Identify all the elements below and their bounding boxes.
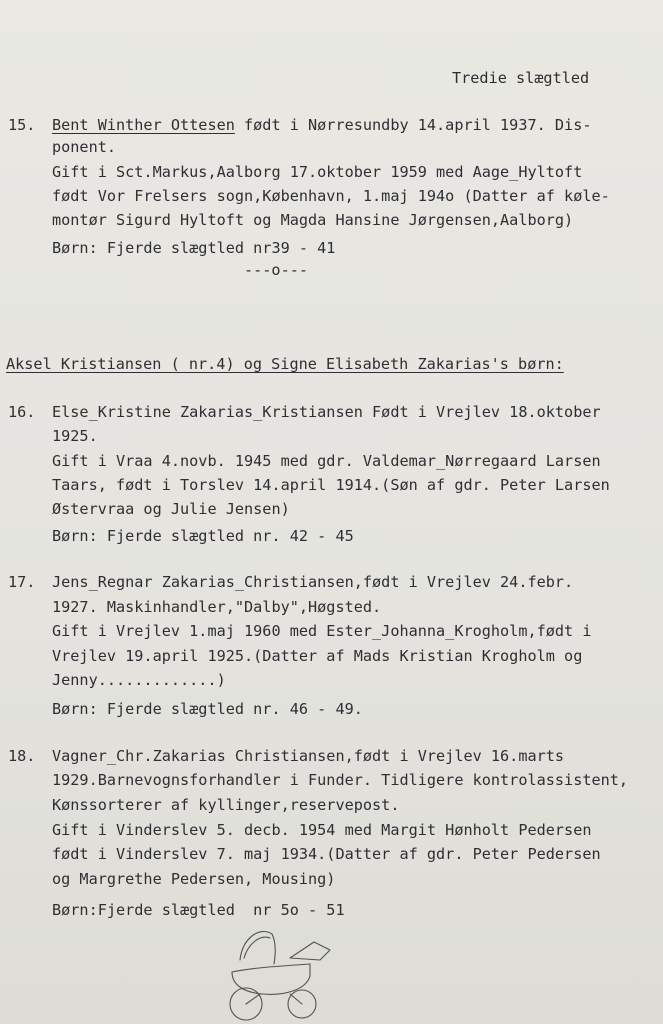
entry-17-line-5: Jenny.............) bbox=[52, 671, 226, 689]
entry-17-number: 17. bbox=[8, 573, 36, 591]
section-heading: Aksel Kristiansen ( nr.4) og Signe_Elisabeth_Zakarias's børn: bbox=[6, 355, 564, 373]
entry-16-line-1: Else_Kristine Zakarias_Kristiansen Født i Vrejlev 18.oktober bbox=[52, 403, 601, 421]
entry-18-line-1: Vagner_Chr.Zakarias Christiansen,født i Vrejlev 16.marts bbox=[52, 747, 565, 765]
entry-17-line-2: 1927. Maskinhandler,"Dalby",Høgsted. bbox=[52, 598, 382, 616]
entry-17-line-3: Gift i Vrejlev 1.maj 1960 med Ester_Johanna_Krogholm,født i bbox=[52, 622, 592, 640]
pram-sketch-icon bbox=[210, 920, 340, 1024]
entry-15-line-5: montør Sigurd Hyltoft og Magda Hansine Jørgensen,Aalborg) bbox=[52, 211, 574, 229]
entry-17-line-4: Vrejlev 19.april 1925.(Datter af Mads Kristian Krogholm og bbox=[52, 647, 583, 665]
entry-18-line-3: Kønssorterer af kyllinger,reservepost. bbox=[52, 796, 400, 814]
entry-18-number: 18. bbox=[8, 747, 36, 765]
entry-15-line-2: ponent. bbox=[52, 138, 117, 156]
entry-15-name: Bent_Winther_Ottesen bbox=[52, 116, 235, 134]
entry-15-line-4: født Vor Frelsers sogn,København, 1.maj 194o (Datter af køle- bbox=[52, 187, 610, 205]
entry-16-children: Børn: Fjerde slægtled nr. 42 - 45 bbox=[52, 527, 354, 545]
entry-16-line-2: 1925. bbox=[52, 427, 98, 445]
entry-17-line-1: Jens_Regnar Zakarias_Christiansen,født i Vrejlev 24.febr. bbox=[52, 573, 574, 591]
entry-18-children: Børn:Fjerde slægtled nr 5o - 51 bbox=[52, 901, 345, 919]
entry-18-line-6: og Margrethe Pedersen, Mousing) bbox=[52, 870, 336, 888]
entry-16-line-4: Taars, født i Torslev 14.april 1914.(Søn af gdr. Peter Larsen bbox=[52, 476, 610, 494]
entry-17-children: Børn: Fjerde slægtled nr. 46 - 49. bbox=[52, 700, 363, 718]
entry-18-line-2: 1929.Barnevognsforhandler i Funder. Tidligere kontrolassistent, bbox=[52, 771, 629, 789]
entry-15-line-1-rest: født i Nørresundby 14.april 1937. Dis- bbox=[234, 116, 592, 134]
entry-16-line-5: Østervraa og Julie Jensen) bbox=[52, 500, 290, 518]
page-header-title: Tredie slægtled bbox=[452, 69, 590, 87]
entry-18-line-4: Gift i Vinderslev 5. decb. 1954 med Margit Hønholt Pedersen bbox=[52, 821, 592, 839]
section-divider: ---o--- bbox=[244, 261, 309, 279]
entry-15-line-1 bbox=[52, 113, 591, 137]
entry-15-line-3: Gift i Sct.Markus,Aalborg 17.oktober 1959 med Aage_Hyltoft bbox=[52, 163, 583, 181]
entry-16-line-3: Gift i Vraa 4.novb. 1945 med gdr. Valdemar_Nørregaard Larsen bbox=[52, 452, 601, 470]
entry-15-number: 15. bbox=[8, 116, 36, 134]
entry-15-children: Børn: Fjerde slægtled nr39 - 41 bbox=[52, 239, 336, 257]
entry-18-line-5: født i Vinderslev 7. maj 1934.(Datter af gdr. Peter Pedersen bbox=[52, 845, 601, 863]
entry-16-number: 16. bbox=[8, 403, 36, 421]
